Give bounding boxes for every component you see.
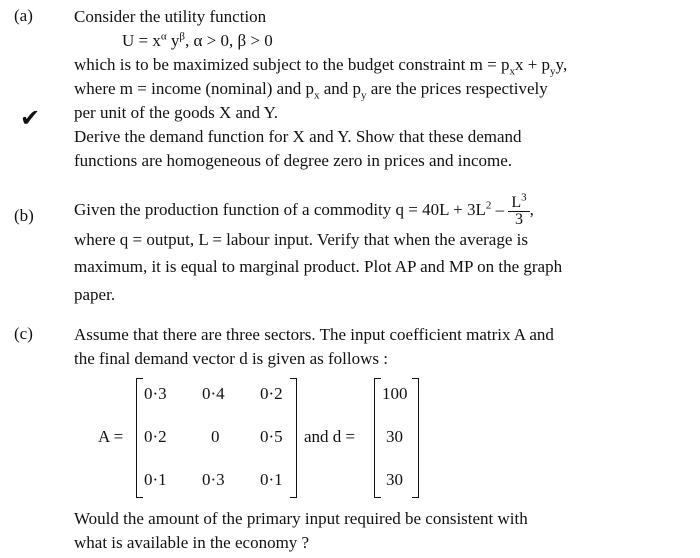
vector-d-right-bracket	[412, 378, 419, 498]
matrix-a-label: A =	[98, 427, 124, 446]
matrix-a-cell-1-2: 0·5	[260, 427, 283, 446]
matrix-a-cell-1-1: 0	[211, 427, 220, 446]
check-mark-icon: ✔	[20, 104, 41, 132]
prices-end: are the prices respectively	[366, 79, 548, 98]
vector-d-cell-2: 30	[386, 470, 403, 489]
part-a-text	[74, 5, 684, 173]
px-subscript: x	[509, 65, 515, 78]
production-text: Given the production function of a commodity q = 40L + 3L	[74, 200, 486, 219]
matrix-a-cell-2-0: 0·1	[144, 470, 167, 489]
l-cubed-fraction	[508, 191, 529, 228]
goods-line: per unit of the goods X and Y.	[74, 103, 278, 122]
vector-d-cell-0: 100	[382, 384, 408, 403]
part-c-label: (c)	[14, 324, 33, 343]
prices-mid: and p	[319, 79, 362, 98]
part-b-text	[74, 193, 684, 309]
production-comma: ,	[529, 200, 534, 219]
fraction-numerator	[508, 191, 529, 212]
vector-d-left-bracket	[374, 378, 381, 498]
production-function-line	[74, 193, 684, 227]
fraction-denominator: 3	[514, 210, 523, 228]
utility-y: y	[166, 31, 180, 50]
matrix-a-cell-1-0: 0·2	[144, 427, 167, 446]
part-c-question-line-1: Would the amount of the primary input required be consistent with	[74, 509, 528, 528]
fraction-num-exp: 3	[521, 191, 527, 204]
part-b-line-3: maximum, it is equal to marginal product. Plot AP and MP on the graph	[74, 257, 563, 276]
part-c-question-line-2: what is available in the economy ?	[74, 533, 310, 552]
part-a-intro: Consider the utility function	[74, 7, 267, 26]
l-squared-exp: 2	[485, 199, 492, 212]
utility-equation	[74, 29, 684, 53]
utility-alpha: α	[160, 30, 167, 43]
part-c-text	[74, 323, 684, 371]
and-d-label: and d =	[304, 427, 356, 446]
part-c-question	[74, 507, 684, 555]
part-a-label: (a)	[14, 6, 33, 25]
utility-beta: β	[179, 30, 185, 43]
derive-line-1: Derive the demand function for X and Y. Show that these demand	[74, 127, 522, 146]
matrix-a-cell-0-1: 0·4	[202, 384, 225, 403]
vector-d-cell-1: 30	[386, 427, 403, 446]
budget-mid: x + p	[514, 55, 551, 74]
matrix-equation	[98, 378, 428, 496]
prices-sub-x: x	[313, 89, 320, 102]
py-subscript: y	[550, 65, 556, 78]
prices-sub-y: y	[361, 89, 367, 102]
matrix-a-left-bracket	[136, 378, 143, 498]
part-b-line-2: where q = output, L = labour input. Verify that when the average is	[74, 230, 528, 249]
part-c-line-1: Assume that there are three sectors. The input coefficient matrix A and	[74, 325, 554, 344]
prices-line	[74, 77, 684, 101]
utility-condition: , α > 0, β > 0	[185, 31, 273, 50]
prices-start: where m = income (nominal) and p	[74, 79, 314, 98]
budget-end: y,	[555, 55, 568, 74]
matrix-a-cell-0-2: 0·2	[260, 384, 283, 403]
budget-line	[74, 53, 684, 77]
derive-line-2: functions are homogeneous of degree zero in prices and income.	[74, 151, 513, 170]
matrix-a-cell-0-0: 0·3	[144, 384, 167, 403]
part-c-line-2: the final demand vector d is given as follows :	[74, 349, 388, 368]
utility-u: U = x	[122, 31, 161, 50]
part-b-label: (b)	[14, 206, 34, 225]
budget-text: which is to be maximized subject to the budget constraint m = p	[74, 55, 510, 74]
matrix-a-cell-2-1: 0·3	[202, 470, 225, 489]
part-b-line-4: paper.	[74, 285, 116, 304]
matrix-a-cell-2-2: 0·1	[260, 470, 283, 489]
minus-sign: –	[491, 200, 509, 219]
matrix-a-right-bracket	[290, 378, 297, 498]
fraction-num-l: L	[511, 193, 522, 211]
